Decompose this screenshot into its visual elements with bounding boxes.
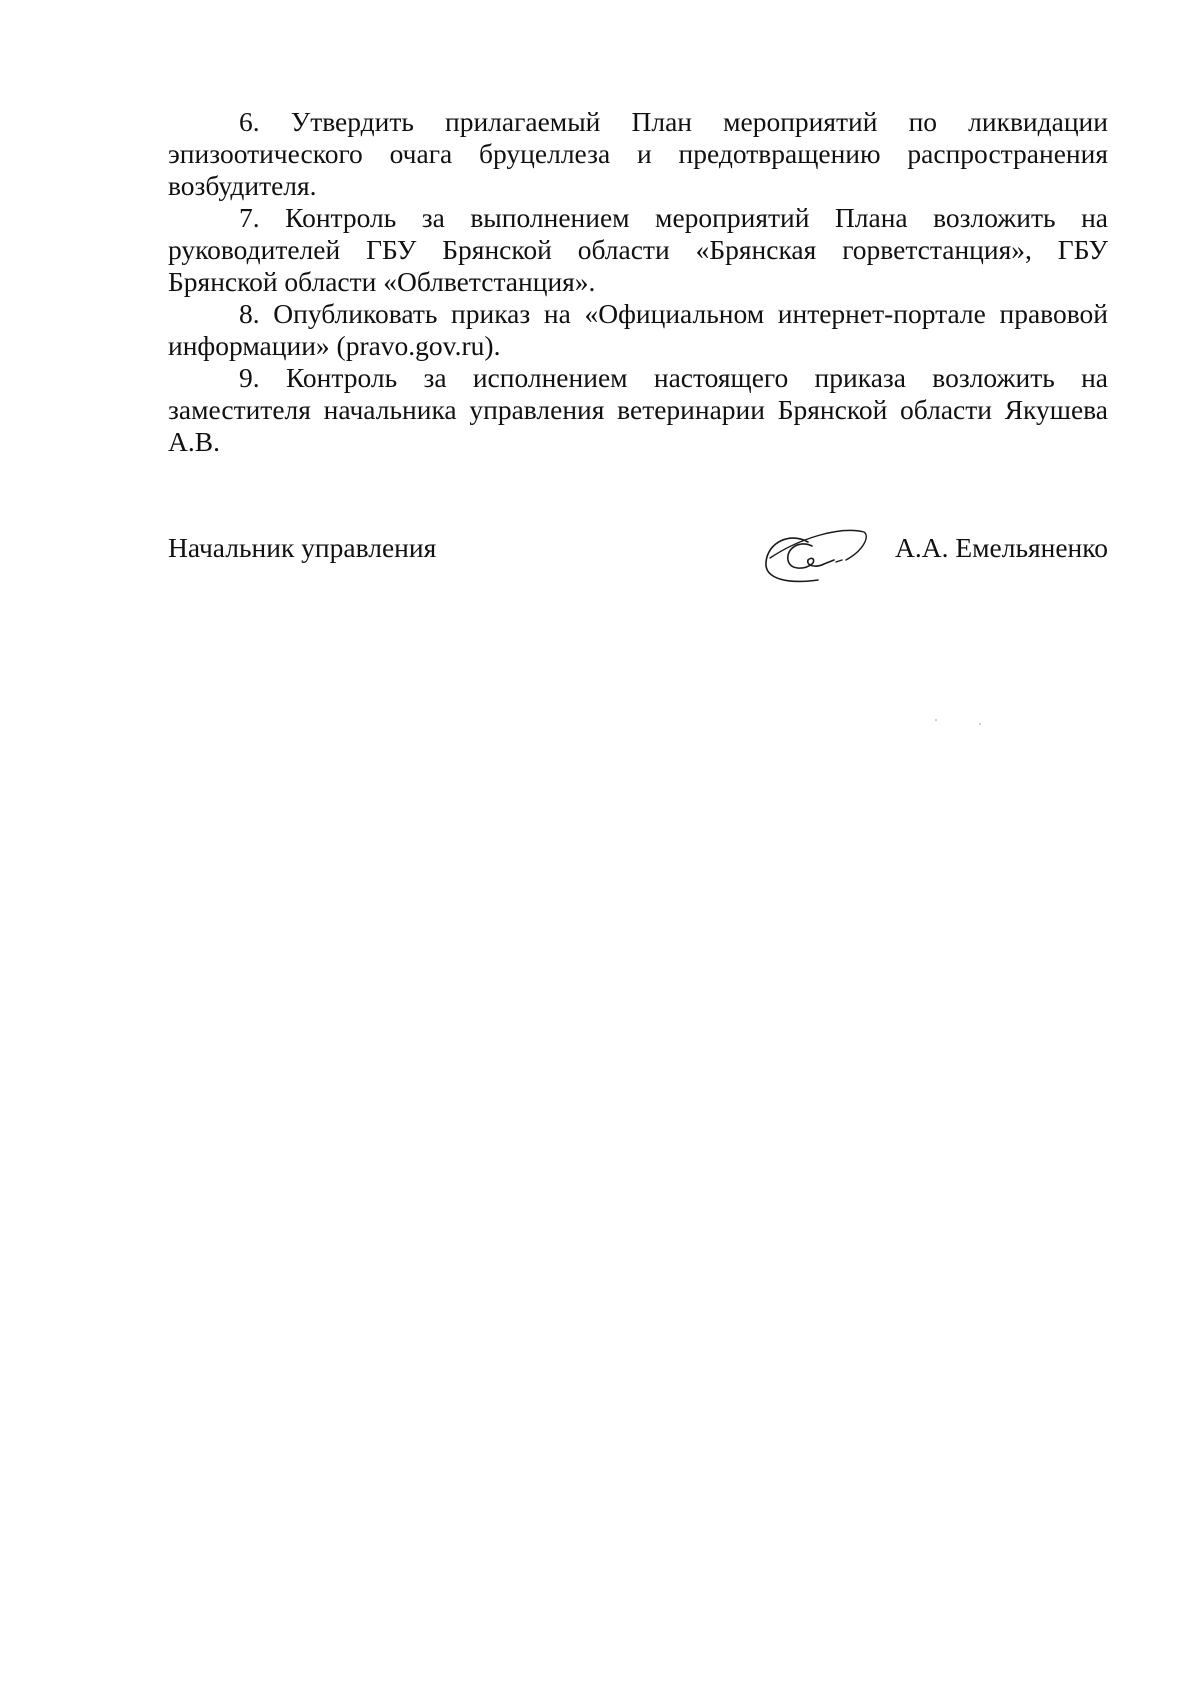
order-item-6: 6. Утвердить прилагаемый План мероприятий по ликвидации эпизоотического очага бруцеллеза и предотвращению распространения возбудителя. [168,106,1108,201]
order-item-9: 9. Контроль за исполнением настоящего приказа возложить на заместителя начальника управления ветеринарии Брянской области Якушева А.В. [168,362,1108,457]
signatory-name: А.А. Емельяненко [894,532,1108,563]
signatory-position: Начальник управления [168,532,437,563]
scan-speck-marks [930,710,990,730]
order-item-8: 8. Опубликовать приказ на «Официальном интернет-портале правовой информации» (pravo.gov.ru). [168,298,1108,361]
order-body [168,106,1108,458]
order-item-7: 7. Контроль за выполнением мероприятий Плана возложить на руководителей ГБУ Брянской области «Брянская горветстанция», ГБУ Брянской области «Облветстанция». [168,202,1108,297]
handwritten-signature [760,520,870,590]
signature-block [168,520,1108,600]
